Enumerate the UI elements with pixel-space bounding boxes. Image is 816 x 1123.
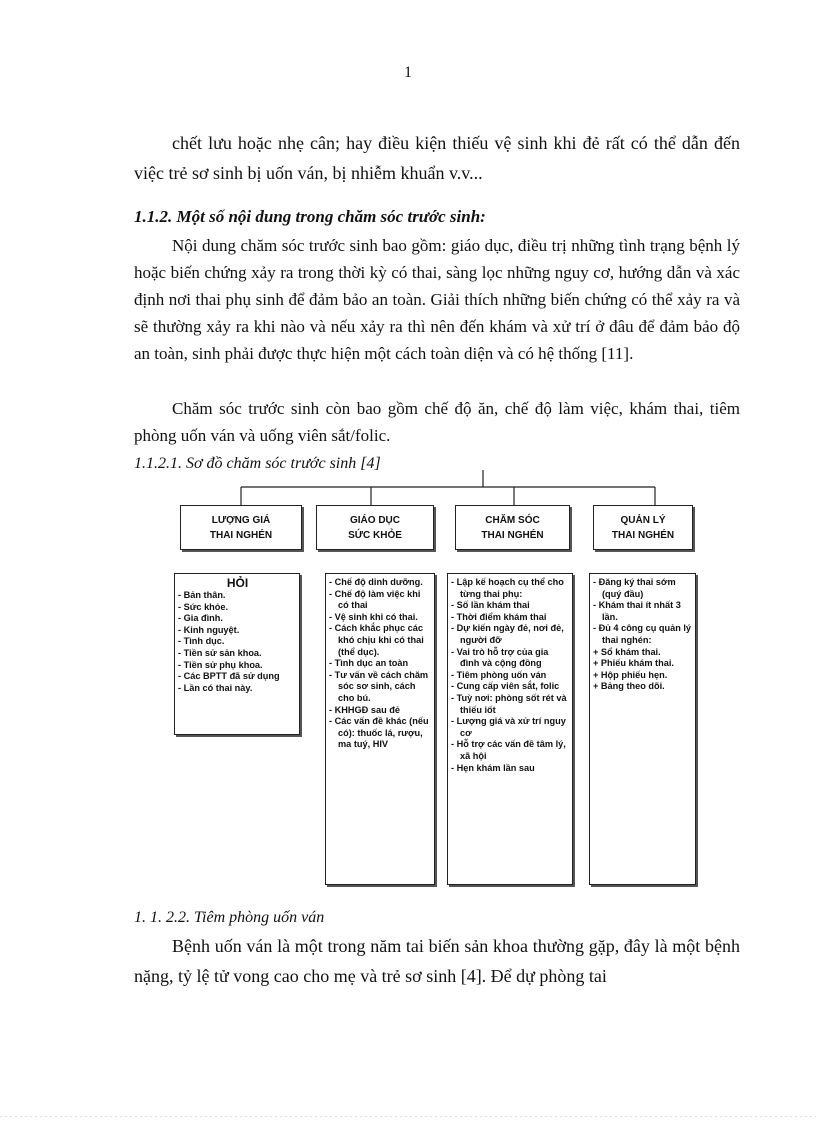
list-box-pregnancy-care: [447, 573, 573, 885]
list-item: - Dự kiến ngày đẻ, nơi đẻ, người đỡ: [451, 623, 570, 646]
list-box-health-education: [325, 573, 435, 885]
list-item: + Sổ khám thai.: [593, 647, 693, 659]
header-text: QUẢN LÝ: [620, 514, 666, 526]
header-text: GIÁO DỤC: [349, 514, 400, 526]
list-item: - Sức khỏe.: [178, 602, 297, 614]
header-box-assessment: [180, 505, 302, 550]
content-paragraph-1: Nội dung chăm sóc trước sinh bao gồm: giáo dục, điều trị những tình trạng bệnh lý hoặc biến chứng xảy ra trong thời kỳ có thai, sàng lọc những nguy cơ, hướng dẫn và xác định nơi thai phụ sinh để đảm bảo an toàn. Giải thích những biến chứng có thể xảy ra và sẽ thường xảy ra khi nào và nếu xảy ra thì nên đến khám và xử trí ở đâu để đảm bảo độ an toàn, sinh phải được thực hiện một cách toàn diện và có hệ thống [11].: [134, 236, 740, 363]
list-item: - Tiền sử phụ khoa.: [178, 660, 297, 672]
list-item: - Đăng ký thai sớm (quý đầu): [593, 577, 693, 600]
list-item: - Tiêm phòng uốn ván: [451, 670, 570, 682]
list-item: + Bảng theo dõi.: [593, 681, 693, 693]
list-item: - Chế độ dinh dưỡng.: [329, 577, 432, 589]
list-item: - Tình dục.: [178, 636, 297, 648]
list-item: - Kinh nguyệt.: [178, 625, 297, 637]
list-item: - Lần có thai này.: [178, 683, 297, 695]
list-item: - Đủ 4 công cụ quản lý thai nghén:: [593, 623, 693, 646]
content-paragraph-3: Bệnh uốn ván là một trong năm tai biến sản khoa thường gặp, đây là một bệnh nặng, tỷ lệ tử vong cao cho mẹ và trẻ sơ sinh [4]. Để dự phòng tai: [134, 936, 740, 986]
section-heading: 1.1.2. Một số nội dung trong chăm sóc trước sinh:: [134, 207, 486, 226]
list-item: - Lập kế hoạch cụ thể cho từng thai phụ:: [451, 577, 570, 600]
header-box-pregnancy-management: [593, 505, 693, 550]
list-box-pregnancy-management: [589, 573, 696, 885]
list-item: - Khám thai ít nhất 3 lần.: [593, 600, 693, 623]
list-item: - Số lần khám thai: [451, 600, 570, 612]
list-item: - Bản thân.: [178, 590, 297, 602]
list-item: - Tình dục an toàn: [329, 658, 432, 670]
header-text: THAI NGHÉN: [481, 529, 544, 541]
header-box-pregnancy-care: [455, 505, 570, 550]
content-paragraph-2: Chăm sóc trước sinh còn bao gồm chế độ ăn, chế độ làm việc, khám thai, tiêm phòng uốn ván và uống viên sắt/folic.: [134, 399, 740, 445]
list-item: - Gia đình.: [178, 613, 297, 625]
list-item: - Các vấn đề khác (nếu có): thuốc lá, rượu, ma tuý, HIV: [329, 716, 432, 751]
list-item: - Cách khắc phục các khó chịu khi có thai (thể dục).: [329, 623, 432, 658]
header-box-health-education: [316, 505, 434, 550]
header-text: LƯỢNG GIÁ: [211, 514, 271, 526]
list-item: - Vai trò hỗ trợ của gia đình và cộng đồng: [451, 647, 570, 670]
list-item: - Hỗ trợ các vấn đề tâm lý, xã hội: [451, 739, 570, 762]
list-item: + Hộp phiếu hẹn.: [593, 670, 693, 682]
list-item: + Phiếu khám thai.: [593, 658, 693, 670]
list-box-assessment: [174, 573, 300, 735]
header-text: CHĂM SÓC: [485, 514, 540, 526]
page-bottom-dotted-line: [0, 1116, 816, 1117]
list-item: - Tuỳ nơi: phòng sốt rét và thiếu iốt: [451, 693, 570, 716]
intro-paragraph: chết lưu hoặc nhẹ cân; hay điều kiện thiếu vệ sinh khi đẻ rất có thể dẫn đến việc trẻ sơ sinh bị uốn ván, bị nhiễm khuẩn v.v...: [134, 133, 740, 183]
list-item: - Lượng giá và xử trí nguy cơ: [451, 716, 570, 739]
list-item: - Vệ sinh khi có thai.: [329, 612, 432, 624]
header-text: THAI NGHÉN: [611, 529, 675, 541]
diagram-heading: 1.1.2.1. Sơ đồ chăm sóc trước sinh [4]: [134, 455, 381, 472]
list-item: - Thời điểm khám thai: [451, 612, 570, 624]
header-text: THAI NGHÉN: [209, 529, 273, 541]
list-item: - Cung cấp viên sắt, folic: [451, 681, 570, 693]
list-item: - Tiền sử sản khoa.: [178, 648, 297, 660]
list-item: - Các BPTT đã sử dụng: [178, 671, 297, 683]
header-text: SỨC KHỎE: [348, 529, 402, 541]
list-item: - Chế độ làm việc khi có thai: [329, 589, 432, 612]
list-item: - KHHGĐ sau đẻ: [329, 705, 432, 717]
list-title: HỎI: [226, 576, 249, 590]
subsection-heading: 1. 1. 2.2. Tiêm phòng uốn ván: [134, 909, 325, 926]
list-item: - Hẹn khám lần sau: [451, 763, 570, 775]
page-number: 1: [404, 64, 412, 81]
list-item: - Tư vấn về cách chăm sóc sơ sinh, cách cho bú.: [329, 670, 432, 705]
